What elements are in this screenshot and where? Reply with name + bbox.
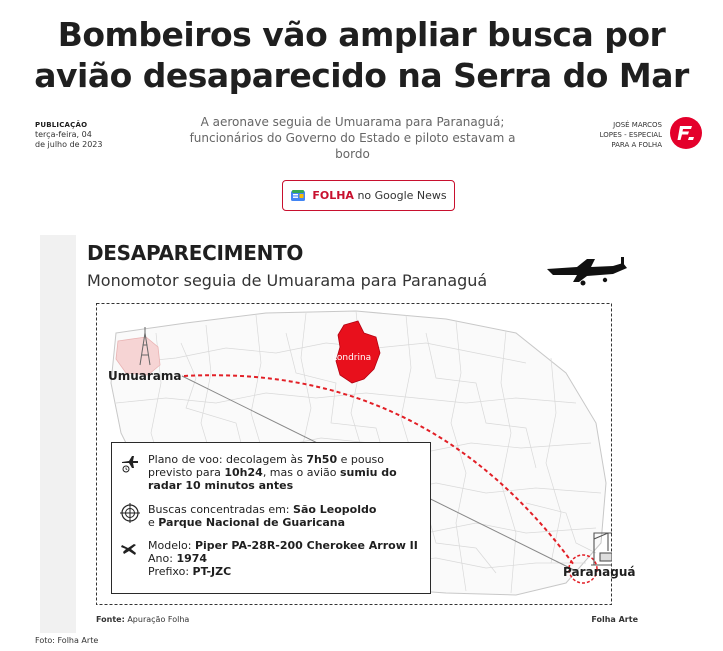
publication-label: PUBLICAÇÃO <box>35 121 88 129</box>
flight-plan-row <box>120 453 430 492</box>
headline-line-2: avião desaparecido na Serra do Mar <box>34 56 689 95</box>
google-news-button[interactable] <box>282 180 455 211</box>
search-area-text: Buscas concentradas em: São Leopoldo e Parque Nacional de Guaricana <box>148 503 377 529</box>
photo-credit: Foto: Folha Arte <box>35 636 99 645</box>
parana-map <box>96 303 636 605</box>
flight-plan-text: Plano de voo: decolagem às 7h50 e pouso previsto para 10h24, mas o avião sumiu do radar 10 minutos antes <box>148 453 397 492</box>
infographic-subtitle: Monomotor seguia de Umuarama para Paranaguá <box>87 271 488 290</box>
city-label-umuarama: Umuarama <box>108 369 182 383</box>
article-headline <box>0 14 723 96</box>
author-byline[interactable] <box>582 120 662 150</box>
folha-logo-icon[interactable] <box>670 117 702 149</box>
map-infographic <box>40 235 660 633</box>
search-area-row <box>120 503 376 529</box>
google-news-label: no Google News <box>357 189 447 202</box>
author-line-2: LOPES - ESPECIAL <box>599 131 662 139</box>
google-news-icon <box>290 188 306 204</box>
aircraft-details-text: Modelo: Piper PA-28R-200 Cherokee Arrow II Ano: 1974 Prefixo: PT-JZC <box>148 539 418 578</box>
aircraft-details-row <box>120 539 418 578</box>
author-line-1: JOSÉ MARCOS <box>613 121 662 129</box>
infographic-source: Fonte: Apuração Folha <box>96 615 190 624</box>
article-subtitle: A aeronave seguia de Umuarama para Paranaguá; funcionários do Governo do Estado e piloto estavam a bordo <box>189 115 516 161</box>
airplane-icon <box>543 255 633 289</box>
plane-icon <box>120 539 140 559</box>
plane-clock-icon <box>120 453 140 473</box>
infographic-credit: Folha Arte <box>591 615 638 624</box>
city-label-londrina: Londrina <box>332 353 372 363</box>
publication-date-line-1: terça-feira, 04 <box>35 130 92 139</box>
google-news-brand: FOLHA <box>312 189 354 202</box>
publication-date-line-2: de julho de 2023 <box>35 140 103 149</box>
publication-info <box>35 120 102 150</box>
headline-line-1: Bombeiros vão ampliar busca por <box>57 15 666 54</box>
crosshair-target-icon <box>120 503 140 523</box>
city-label-paranagua: Paranaguá <box>563 565 636 579</box>
author-line-3: PARA A FOLHA <box>611 141 662 149</box>
flight-info-box <box>111 442 431 594</box>
infographic-title: DESAPARECIMENTO <box>87 241 304 265</box>
